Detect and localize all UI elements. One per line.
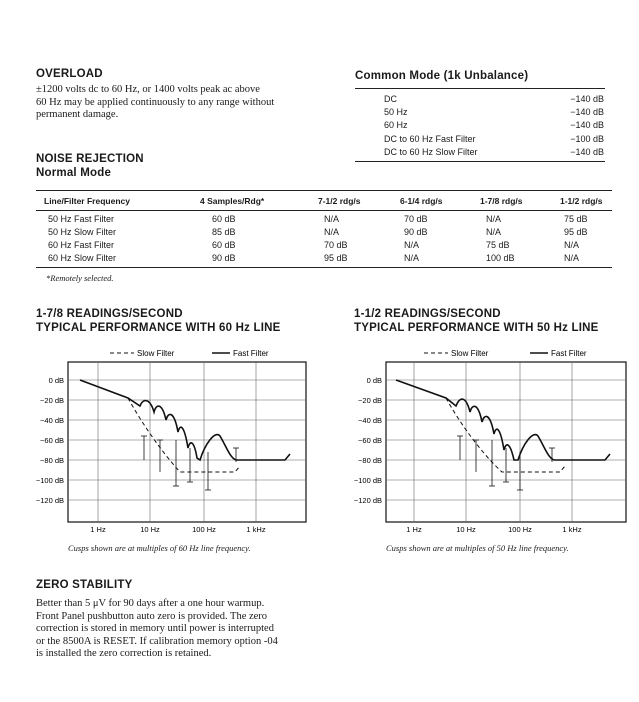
common-mode-row <box>384 94 604 106</box>
y-tick: −80 dB <box>358 456 382 465</box>
grid-v <box>414 362 572 522</box>
y-tick: −120 dB <box>35 496 64 505</box>
table-header <box>36 196 612 208</box>
legend-fast-label: Fast Filter <box>551 349 587 358</box>
td: N/A <box>404 240 420 250</box>
td: 75 dB <box>564 214 588 224</box>
grid-v <box>98 362 256 522</box>
zero-line: is installed the zero correction is retained. <box>36 648 212 659</box>
zero-line: or the 8500A is RESET. If calibration memory option -04 <box>36 635 278 647</box>
y-tick: −100 dB <box>35 476 64 485</box>
y-tick: 0 dB <box>48 376 64 385</box>
chart-left-title-1: 1-7/8 READINGS/SECOND <box>36 308 183 320</box>
table-row <box>36 253 612 265</box>
common-mode-title: Common Mode (1k Unbalance) <box>355 70 529 82</box>
cm-value: −140 dB <box>570 147 604 157</box>
x-tick: 10 Hz <box>140 525 160 534</box>
overload-line: permanent damage. <box>36 109 119 120</box>
y-tick: −120 dB <box>353 496 382 505</box>
td: 85 dB <box>212 227 236 237</box>
common-mode-row <box>384 120 604 132</box>
cm-value: −140 dB <box>570 107 604 117</box>
table-rule <box>36 267 612 268</box>
cm-value: −140 dB <box>570 120 604 130</box>
cusp-markers <box>457 436 555 490</box>
zero-line: correction is stored in memory until power is interrupted <box>36 623 274 634</box>
cm-label: DC <box>384 94 397 104</box>
chart-right-title-1: 1-1/2 READINGS/SECOND <box>354 308 501 320</box>
common-mode-row <box>384 147 604 159</box>
common-mode-row <box>384 134 604 146</box>
legend-slow-label: Slow Filter <box>451 349 489 358</box>
td: 90 dB <box>212 253 236 263</box>
cm-label: DC to 60 Hz Fast Filter <box>384 134 476 144</box>
td: N/A <box>486 214 502 224</box>
zero-text <box>36 598 336 661</box>
cm-value: −140 dB <box>570 94 604 104</box>
td: N/A <box>486 227 502 237</box>
x-tick: 1 kHz <box>562 525 582 534</box>
table-rule <box>36 190 612 191</box>
x-tick: 10 Hz <box>456 525 476 534</box>
td: 75 dB <box>486 240 510 250</box>
noise-subtitle: Normal Mode <box>36 167 112 179</box>
td: N/A <box>564 240 580 250</box>
common-mode-row <box>384 107 604 119</box>
table-row <box>36 227 612 239</box>
chart-left-title-2: TYPICAL PERFORMANCE WITH 60 Hz LINE <box>36 322 281 334</box>
td: 90 dB <box>404 227 428 237</box>
slow-filter-curve <box>446 398 565 472</box>
table-row <box>36 214 612 226</box>
td: N/A <box>324 227 340 237</box>
th: Line/Filter Frequency <box>44 196 130 206</box>
y-tick: −80 dB <box>40 456 64 465</box>
y-tick: −60 dB <box>358 436 382 445</box>
overload-line: ±1200 volts dc to 60 Hz, or 1400 volts peak ac above <box>36 84 260 95</box>
td: N/A <box>564 253 580 263</box>
y-tick: −20 dB <box>40 396 64 405</box>
overload-title: OVERLOAD <box>36 68 103 80</box>
zero-line: Front Panel pushbutton auto zero is provided. The zero <box>36 610 268 622</box>
y-tick: −20 dB <box>358 396 382 405</box>
td: N/A <box>404 253 420 263</box>
td: 60 dB <box>212 240 236 250</box>
th: 4 Samples/Rdg* <box>200 196 265 206</box>
y-tick: 0 dB <box>366 376 382 385</box>
td: 50 Hz Fast Filter <box>48 214 115 224</box>
overload-text <box>36 84 336 122</box>
cm-label: 60 Hz <box>384 120 408 130</box>
table-rule <box>36 210 612 211</box>
x-tick: 1 Hz <box>90 525 106 534</box>
noise-title: NOISE REJECTION <box>36 153 144 165</box>
cm-value: −100 dB <box>570 134 604 144</box>
legend-slow-label: Slow Filter <box>137 349 175 358</box>
plot-frame <box>386 362 626 522</box>
th: 6-1/4 rdg/s <box>400 196 443 206</box>
td: 60 Hz Slow Filter <box>48 253 117 263</box>
zero-line: Better than 5 μV for 90 days after a one hour warmup. <box>36 598 265 609</box>
td: 100 dB <box>486 253 515 263</box>
y-tick: −60 dB <box>40 436 64 445</box>
cm-label: 50 Hz <box>384 107 408 117</box>
th: 7-1/2 rdg/s <box>318 196 361 206</box>
chart-left-caption: Cusps shown are at multiples of 60 Hz line frequency. <box>68 543 251 553</box>
x-tick: 100 Hz <box>508 525 532 534</box>
y-tick: −100 dB <box>353 476 382 485</box>
common-mode-rule <box>355 88 605 89</box>
td: 95 dB <box>564 227 588 237</box>
td: N/A <box>324 214 340 224</box>
chart-left <box>0 340 320 560</box>
overload-line: 60 Hz may be applied continuously to any range without <box>36 96 275 108</box>
x-tick: 1 Hz <box>406 525 422 534</box>
td: 95 dB <box>324 253 348 263</box>
cm-label: DC to 60 Hz Slow Filter <box>384 147 478 157</box>
table-footnote: *Remotely selected. <box>46 273 114 283</box>
table-row <box>36 240 612 252</box>
chart-right-title-2: TYPICAL PERFORMANCE WITH 50 Hz LINE <box>354 322 599 334</box>
td: 50 Hz Slow Filter <box>48 227 117 237</box>
y-tick: −40 dB <box>40 416 64 425</box>
zero-title: ZERO STABILITY <box>36 579 133 591</box>
slow-filter-curve <box>128 398 240 472</box>
th: 1-1/2 rdg/s <box>560 196 603 206</box>
x-tick: 1 kHz <box>246 525 266 534</box>
common-mode-rule <box>355 161 605 162</box>
td: 70 dB <box>324 240 348 250</box>
td: 60 dB <box>212 214 236 224</box>
td: 60 Hz Fast Filter <box>48 240 115 250</box>
chart-right <box>320 340 639 560</box>
chart-right-caption: Cusps shown are at multiples of 50 Hz line frequency. <box>386 543 569 553</box>
y-tick: −40 dB <box>358 416 382 425</box>
th: 1-7/8 rdg/s <box>480 196 523 206</box>
x-tick: 100 Hz <box>192 525 216 534</box>
legend-fast-label: Fast Filter <box>233 349 269 358</box>
td: 70 dB <box>404 214 428 224</box>
